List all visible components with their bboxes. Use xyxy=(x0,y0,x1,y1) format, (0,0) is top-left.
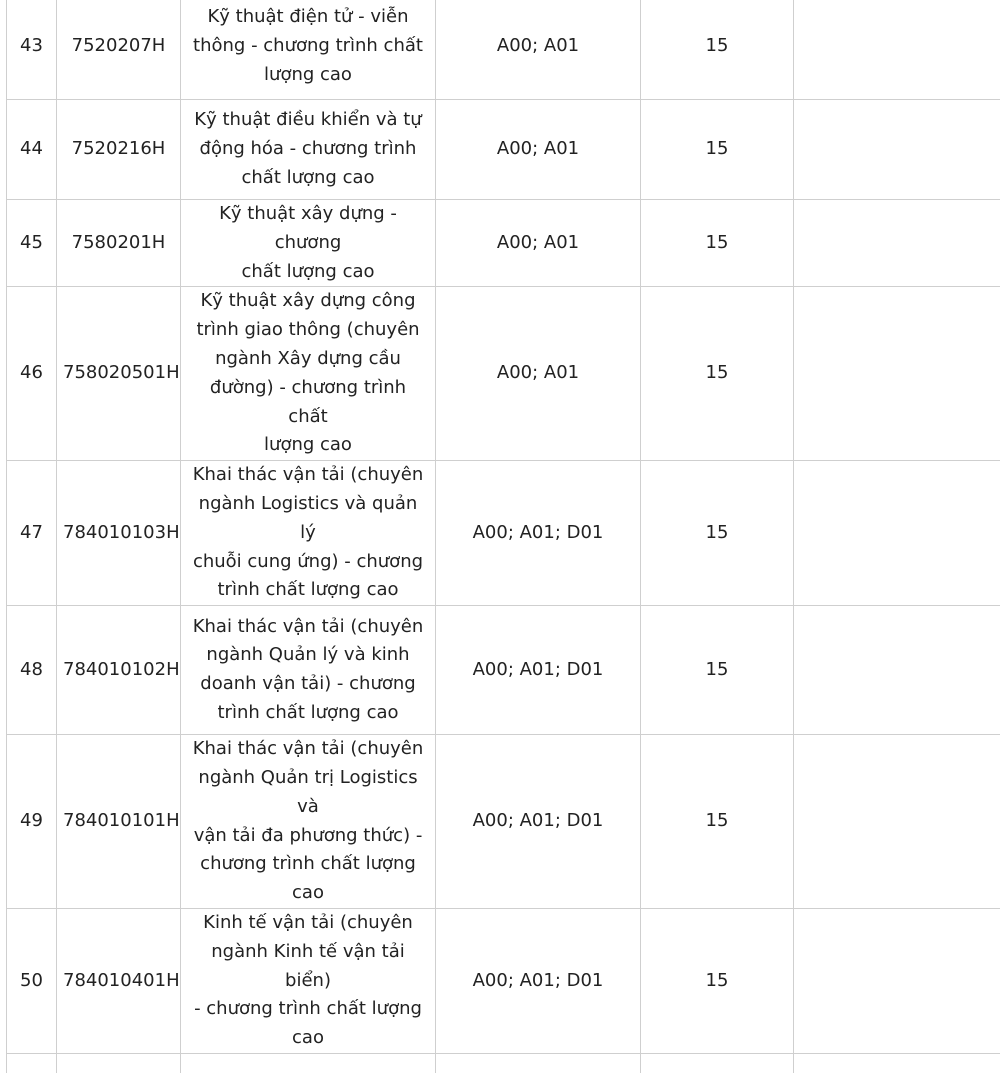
program-name-line: Kỹ thuật xây dựng - chương xyxy=(219,203,397,253)
program-name-line: Kỹ thuật điện tử - viễn xyxy=(207,6,408,27)
note-cell xyxy=(794,606,1000,735)
program-name-line: động hóa - chương trình xyxy=(200,138,417,159)
table-body xyxy=(7,0,1000,1073)
program-name xyxy=(181,908,436,1053)
subject-combination: A00; A01; D01 xyxy=(436,606,641,735)
row-number: 47 xyxy=(7,461,57,606)
row-number: 46 xyxy=(7,287,57,461)
program-name xyxy=(181,0,436,100)
program-name xyxy=(181,200,436,287)
row-number: 50 xyxy=(7,908,57,1053)
minimum-score: 15 xyxy=(641,606,794,735)
program-name-line: Khai thác vận tải (chuyên xyxy=(193,464,424,485)
table-row xyxy=(7,606,1000,735)
table-row xyxy=(7,908,1000,1053)
minimum-score: 15 xyxy=(641,735,794,909)
subject-combination: A00; A01 xyxy=(436,100,641,200)
empty-cell xyxy=(436,1053,641,1073)
program-name-line: cao xyxy=(292,1027,324,1048)
empty-cell xyxy=(57,1053,181,1073)
row-number: 49 xyxy=(7,735,57,909)
row-number: 43 xyxy=(7,0,57,100)
subject-combination: A00; A01; D01 xyxy=(436,461,641,606)
subject-combination: A00; A01; D01 xyxy=(436,735,641,909)
empty-cell xyxy=(7,1053,57,1073)
program-code: 784010102H xyxy=(57,606,181,735)
admission-table xyxy=(6,0,1000,1073)
program-name-line: đường) - chương trình chất xyxy=(210,377,406,427)
note-cell xyxy=(794,100,1000,200)
program-name xyxy=(181,735,436,909)
program-name xyxy=(181,100,436,200)
empty-cell xyxy=(181,1053,436,1073)
minimum-score: 15 xyxy=(641,100,794,200)
subject-combination: A00; A01 xyxy=(436,287,641,461)
program-name-line: ngành Xây dựng cầu xyxy=(215,348,401,369)
program-name-line: trình chất lượng cao xyxy=(217,579,398,600)
subject-combination: A00; A01; D01 xyxy=(436,908,641,1053)
program-code: 7520207H xyxy=(57,0,181,100)
note-cell xyxy=(794,287,1000,461)
note-cell xyxy=(794,200,1000,287)
minimum-score: 15 xyxy=(641,461,794,606)
program-name-line: chuỗi cung ứng) - chương xyxy=(193,551,423,572)
program-name-line: chất lượng cao xyxy=(241,261,374,282)
program-name-line: vận tải đa phương thức) - xyxy=(194,825,423,846)
table-row xyxy=(7,287,1000,461)
program-code: 784010101H xyxy=(57,735,181,909)
program-name-line: chương trình chất lượng cao xyxy=(200,853,416,903)
note-cell xyxy=(794,735,1000,909)
table-row xyxy=(7,200,1000,287)
minimum-score: 15 xyxy=(641,0,794,100)
note-cell xyxy=(794,908,1000,1053)
program-name xyxy=(181,287,436,461)
table-row xyxy=(7,100,1000,200)
program-name-line: Kỹ thuật xây dựng công xyxy=(200,290,415,311)
row-number: 45 xyxy=(7,200,57,287)
note-cell xyxy=(794,0,1000,100)
minimum-score: 15 xyxy=(641,287,794,461)
program-name-line: thông - chương trình chất xyxy=(193,35,423,56)
table-row xyxy=(7,0,1000,100)
program-code: 784010103H xyxy=(57,461,181,606)
table-row xyxy=(7,735,1000,909)
table-row-partial xyxy=(7,1053,1000,1073)
program-name-line: doanh vận tải) - chương xyxy=(200,673,415,694)
row-number: 44 xyxy=(7,100,57,200)
program-name-line: chất lượng cao xyxy=(241,167,374,188)
program-code: 758020501H xyxy=(57,287,181,461)
program-code: 784010401H xyxy=(57,908,181,1053)
minimum-score: 15 xyxy=(641,200,794,287)
program-name-line: lượng cao xyxy=(264,64,352,85)
note-cell xyxy=(794,461,1000,606)
program-name-line: ngành Kinh tế vận tải biển) xyxy=(211,941,405,991)
program-name-line: ngành Quản lý và kinh xyxy=(206,644,409,665)
table-row xyxy=(7,461,1000,606)
program-name-line: ngành Quản trị Logistics và xyxy=(198,767,417,817)
program-name-line: trình chất lượng cao xyxy=(217,702,398,723)
row-number: 48 xyxy=(7,606,57,735)
subject-combination: A00; A01 xyxy=(436,0,641,100)
program-name-line: Kinh tế vận tải (chuyên xyxy=(203,912,413,933)
program-code: 7520216H xyxy=(57,100,181,200)
program-name-line: - chương trình chất lượng xyxy=(194,998,422,1019)
program-code: 7580201H xyxy=(57,200,181,287)
program-name-line: Khai thác vận tải (chuyên xyxy=(193,616,424,637)
subject-combination: A00; A01 xyxy=(436,200,641,287)
empty-cell xyxy=(794,1053,1000,1073)
program-name xyxy=(181,461,436,606)
program-name-line: lượng cao xyxy=(264,434,352,455)
empty-cell xyxy=(641,1053,794,1073)
minimum-score: 15 xyxy=(641,908,794,1053)
program-name-line: Khai thác vận tải (chuyên xyxy=(193,738,424,759)
program-name-line: trình giao thông (chuyên xyxy=(196,319,419,340)
program-name-line: ngành Logistics và quản lý xyxy=(199,493,418,543)
program-name-line: Kỹ thuật điều khiển và tự xyxy=(194,109,421,130)
program-name xyxy=(181,606,436,735)
